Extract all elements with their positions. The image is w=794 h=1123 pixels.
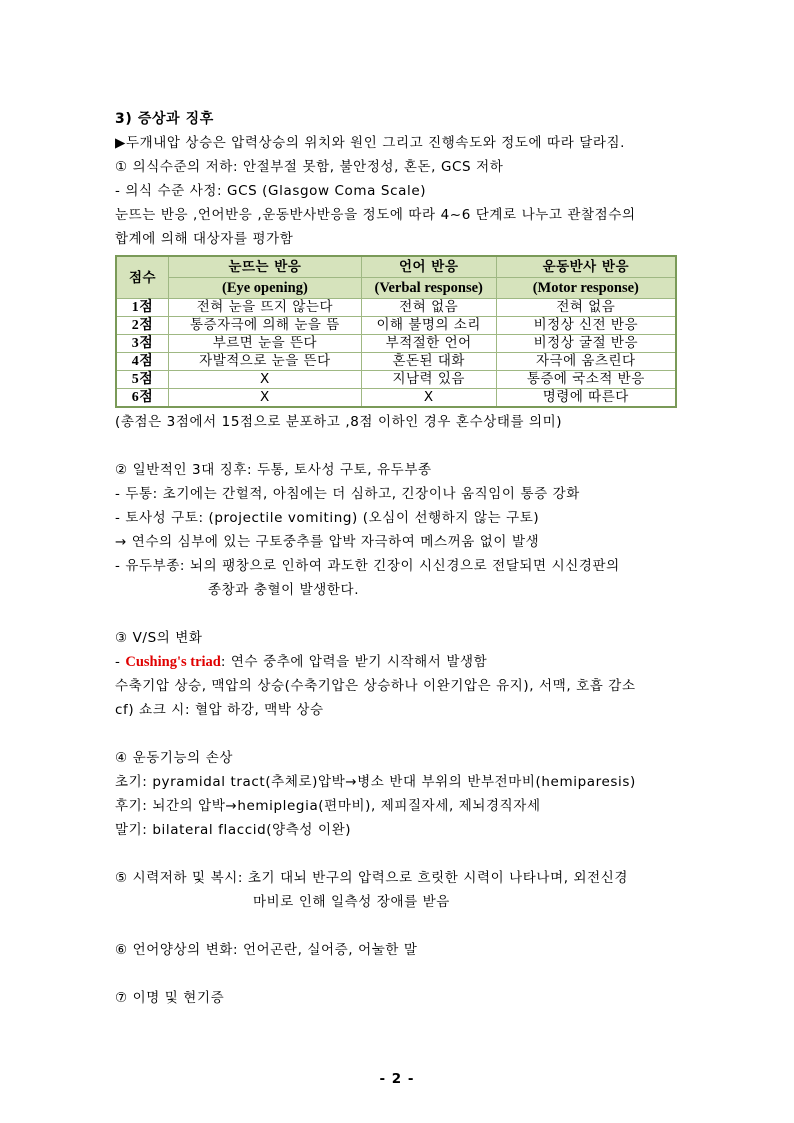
table-row <box>116 389 676 408</box>
item4-line-3: 말기: bilateral flaccid(양측성 이완) <box>115 822 352 838</box>
motor-cell: 비정상 굴절 반응 <box>496 335 676 353</box>
header-verbal-en: (Verbal response) <box>361 278 496 299</box>
score-cell: 2점 <box>116 317 169 335</box>
header-motor-en: (Motor response) <box>496 278 676 299</box>
header-motor-ko: 운동반사 반응 <box>496 256 676 278</box>
page-content <box>115 107 683 1010</box>
motor-cell: 통증에 국소적 반응 <box>496 371 676 389</box>
eye-cell: 부르면 눈을 뜬다 <box>169 335 362 353</box>
item5-line-1: ⑤ 시력저하 및 복시: 초기 대뇌 반구의 압력으로 흐릿한 시력이 나타나며, 외전신경 <box>115 870 629 886</box>
spacer <box>115 434 683 458</box>
item1-sub: - 의식 수준 사정: GCS (Glasgow Coma Scale) <box>115 183 427 199</box>
spacer <box>115 602 683 626</box>
header-eye-ko: 눈뜨는 반응 <box>169 256 362 278</box>
item3-line-1: 수축기압 상승, 맥압의 상승(수축기압은 상승하나 이완기압은 유지), 서맥, 호흡 감소 <box>115 678 636 694</box>
item2-line-5: 종창과 충혈이 발생한다. <box>208 582 360 598</box>
motor-cell: 전혀 없음 <box>496 299 676 317</box>
item4-line-1: 초기: pyramidal tract(추체로)압박→병소 반대 부위의 반부전마비(hemiparesis) <box>115 774 636 790</box>
spacer <box>115 914 683 938</box>
gcs-header-row-en <box>116 278 676 299</box>
spacer <box>115 722 683 746</box>
header-score: 점수 <box>116 256 169 299</box>
motor-cell: 명령에 따른다 <box>496 389 676 408</box>
score-cell: 3점 <box>116 335 169 353</box>
item7-title: ⑦ 이명 및 현기증 <box>115 990 225 1006</box>
gcs-note: (총점은 3점에서 15점으로 분포하고 ,8점 이하인 경우 혼수상태를 의미) <box>115 414 563 430</box>
item2-line-1: - 두통: 초기에는 간헐적, 아침에는 더 심하고, 긴장이나 움직임이 통증 강화 <box>115 486 580 502</box>
table-row <box>116 299 676 317</box>
table-row <box>116 371 676 389</box>
table-row <box>116 353 676 371</box>
item2-line-2: - 토사성 구토: (projectile vomiting) (오심이 선행하지 않는 구토) <box>115 510 540 526</box>
eye-cell: X <box>169 389 362 408</box>
header-verbal-ko: 언어 반응 <box>361 256 496 278</box>
verbal-cell: 이해 불명의 소리 <box>361 317 496 335</box>
verbal-cell: 혼돈된 대화 <box>361 353 496 371</box>
item2-line-4: - 유두부종: 뇌의 팽창으로 인하여 과도한 긴장이 시신경으로 전달되면 시신경판의 <box>115 558 620 574</box>
table-row <box>116 317 676 335</box>
dash-text: - <box>115 654 126 670</box>
motor-cell: 비정상 신전 반응 <box>496 317 676 335</box>
item3-line-2: cf) 쇼크 시: 혈압 하강, 맥박 상승 <box>115 702 324 718</box>
spacer <box>115 962 683 986</box>
cushing-triad-term: Cushing's triad <box>125 654 221 670</box>
score-cell: 1점 <box>116 299 169 317</box>
item4-line-2: 후기: 뇌간의 압박→hemiplegia(편마비), 제피질자세, 제뇌경직자세 <box>115 798 541 814</box>
item2-title: ② 일반적인 3대 징후: 두통, 토사성 구토, 유두부종 <box>115 462 432 478</box>
item6-title: ⑥ 언어양상의 변화: 언어곤란, 실어증, 어눌한 말 <box>115 942 418 958</box>
eye-cell: 통증자극에 의해 눈을 뜸 <box>169 317 362 335</box>
intro-text: ▶두개내압 상승은 압력상승의 위치와 원인 그리고 진행속도와 정도에 따라 달라짐. <box>115 135 626 151</box>
item5-line-2: 마비로 인해 일측성 장애를 받음 <box>253 894 450 910</box>
eye-cell: 자발적으로 눈을 뜬다 <box>169 353 362 371</box>
cushing-desc: : 연수 중추에 압력을 받기 시작해서 발생함 <box>220 654 488 670</box>
verbal-cell: X <box>361 389 496 408</box>
item1-desc-2: 합계에 의해 대상자를 평가함 <box>115 231 294 247</box>
item1-title: ① 의식수준의 저하: 안절부절 못함, 불안정성, 혼돈, GCS 저하 <box>115 159 504 175</box>
item2-line-3: → 연수의 심부에 있는 구토중추를 압박 자극하여 메스꺼움 없이 발생 <box>115 534 540 550</box>
score-cell: 4점 <box>116 353 169 371</box>
eye-cell: X <box>169 371 362 389</box>
motor-cell: 자극에 움츠린다 <box>496 353 676 371</box>
gcs-header-row <box>116 256 676 278</box>
verbal-cell: 전혀 없음 <box>361 299 496 317</box>
eye-cell: 전혀 눈을 뜨지 않는다 <box>169 299 362 317</box>
item4-title: ④ 운동기능의 손상 <box>115 750 233 766</box>
item3-title: ③ V/S의 변화 <box>115 630 203 646</box>
gcs-table <box>115 255 677 408</box>
spacer <box>115 842 683 866</box>
table-row <box>116 335 676 353</box>
section-title: 3) 증상과 징후 <box>115 111 214 127</box>
item3-cushing-line <box>115 650 683 674</box>
verbal-cell: 지남력 있음 <box>361 371 496 389</box>
score-cell: 5점 <box>116 371 169 389</box>
page-number: - 2 - <box>379 1071 415 1087</box>
score-cell: 6점 <box>116 389 169 408</box>
verbal-cell: 부적절한 언어 <box>361 335 496 353</box>
item1-desc-1: 눈뜨는 반응 ,언어반응 ,운동반사반응을 정도에 따라 4~6 단계로 나누고 관찰점수의 <box>115 207 636 223</box>
header-eye-en: (Eye opening) <box>169 278 362 299</box>
